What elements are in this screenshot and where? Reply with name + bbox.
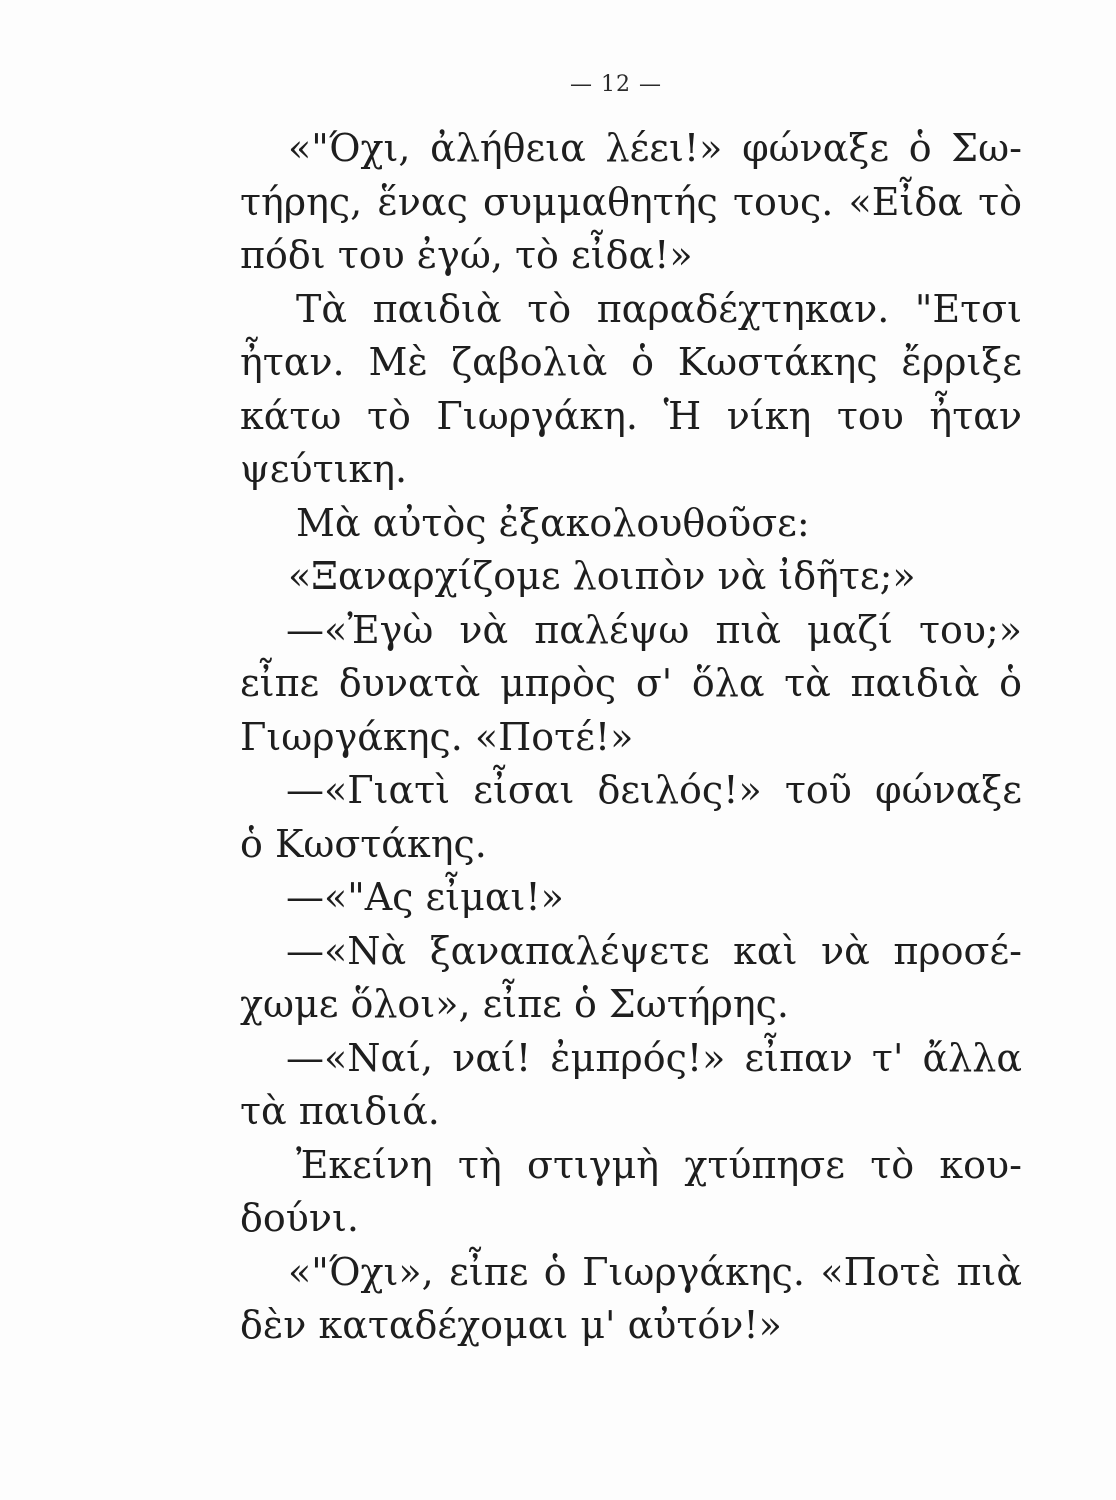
text-line: κάτω τὸ Γιωργάκη. Ἡ νίκη του ἦταν	[240, 393, 1022, 438]
text-line: πόδι του ἐγώ, τὸ εἶδα!»	[240, 233, 693, 277]
text-line: τὰ παιδιά.	[240, 1089, 440, 1133]
text-line: Μὰ αὐτὸς ἐξακολουθοῦσε:	[296, 500, 810, 545]
text-line: τήρης, ἕνας συμμαθητής τους. «Εἶδα τὸ	[240, 179, 1022, 224]
body-text	[240, 122, 1022, 1353]
text-line: δὲν καταδέχομαι μ' αὐτόν!»	[240, 1303, 782, 1347]
text-line: χωμε ὅλοι», εἶπε ὁ Σωτήρης.	[240, 982, 790, 1026]
text-line: ἦταν. Μὲ ζαβολιὰ ὁ Κωστάκης ἔρριξε	[240, 340, 1022, 384]
text-line: —«Γιατὶ εἶσαι δειλός!» τοῦ φώναξε	[286, 768, 1022, 812]
text-line: «Ξαναρχίζομε λοιπὸν νὰ ἰδῆτε;»	[288, 554, 916, 598]
text-line: —«Ἐγὼ νὰ παλέψω πιὰ μαζί του;»	[286, 607, 1022, 652]
text-line: δούνι.	[240, 1196, 359, 1240]
page-number: — 12 —	[570, 72, 662, 97]
text-line: ὁ Κωστάκης.	[240, 821, 487, 866]
text-line: «"Όχι», εἶπε ὁ Γιωργάκης. «Ποτὲ πιὰ	[288, 1249, 1022, 1294]
text-line: —«Ναί, ναί! ἐμπρός!» εἶπαν τ' ἄλλα	[286, 1035, 1022, 1080]
text-line: Ἐκείνη τὴ στιγμὴ χτύπησε τὸ κου-	[296, 1142, 1022, 1187]
text-line: εἶπε δυνατὰ μπρὸς σ' ὅλα τὰ παιδιὰ ὁ	[240, 661, 1022, 705]
text-line: Γιωργάκης. «Ποτέ!»	[240, 714, 634, 759]
text-line: ψεύτικη.	[240, 447, 408, 491]
text-line: «"Όχι, ἀλήθεια λέει!» φώναξε ὁ Σω-	[288, 126, 1022, 170]
text-line: —«Νὰ ξαναπαλέψετε καὶ νὰ προσέ-	[286, 928, 1022, 973]
text-line: —«"Ας εἶμαι!»	[286, 875, 564, 919]
text-line: Τὰ παιδιὰ τὸ παραδέχτηκαν. "Ετσι	[296, 286, 1022, 331]
